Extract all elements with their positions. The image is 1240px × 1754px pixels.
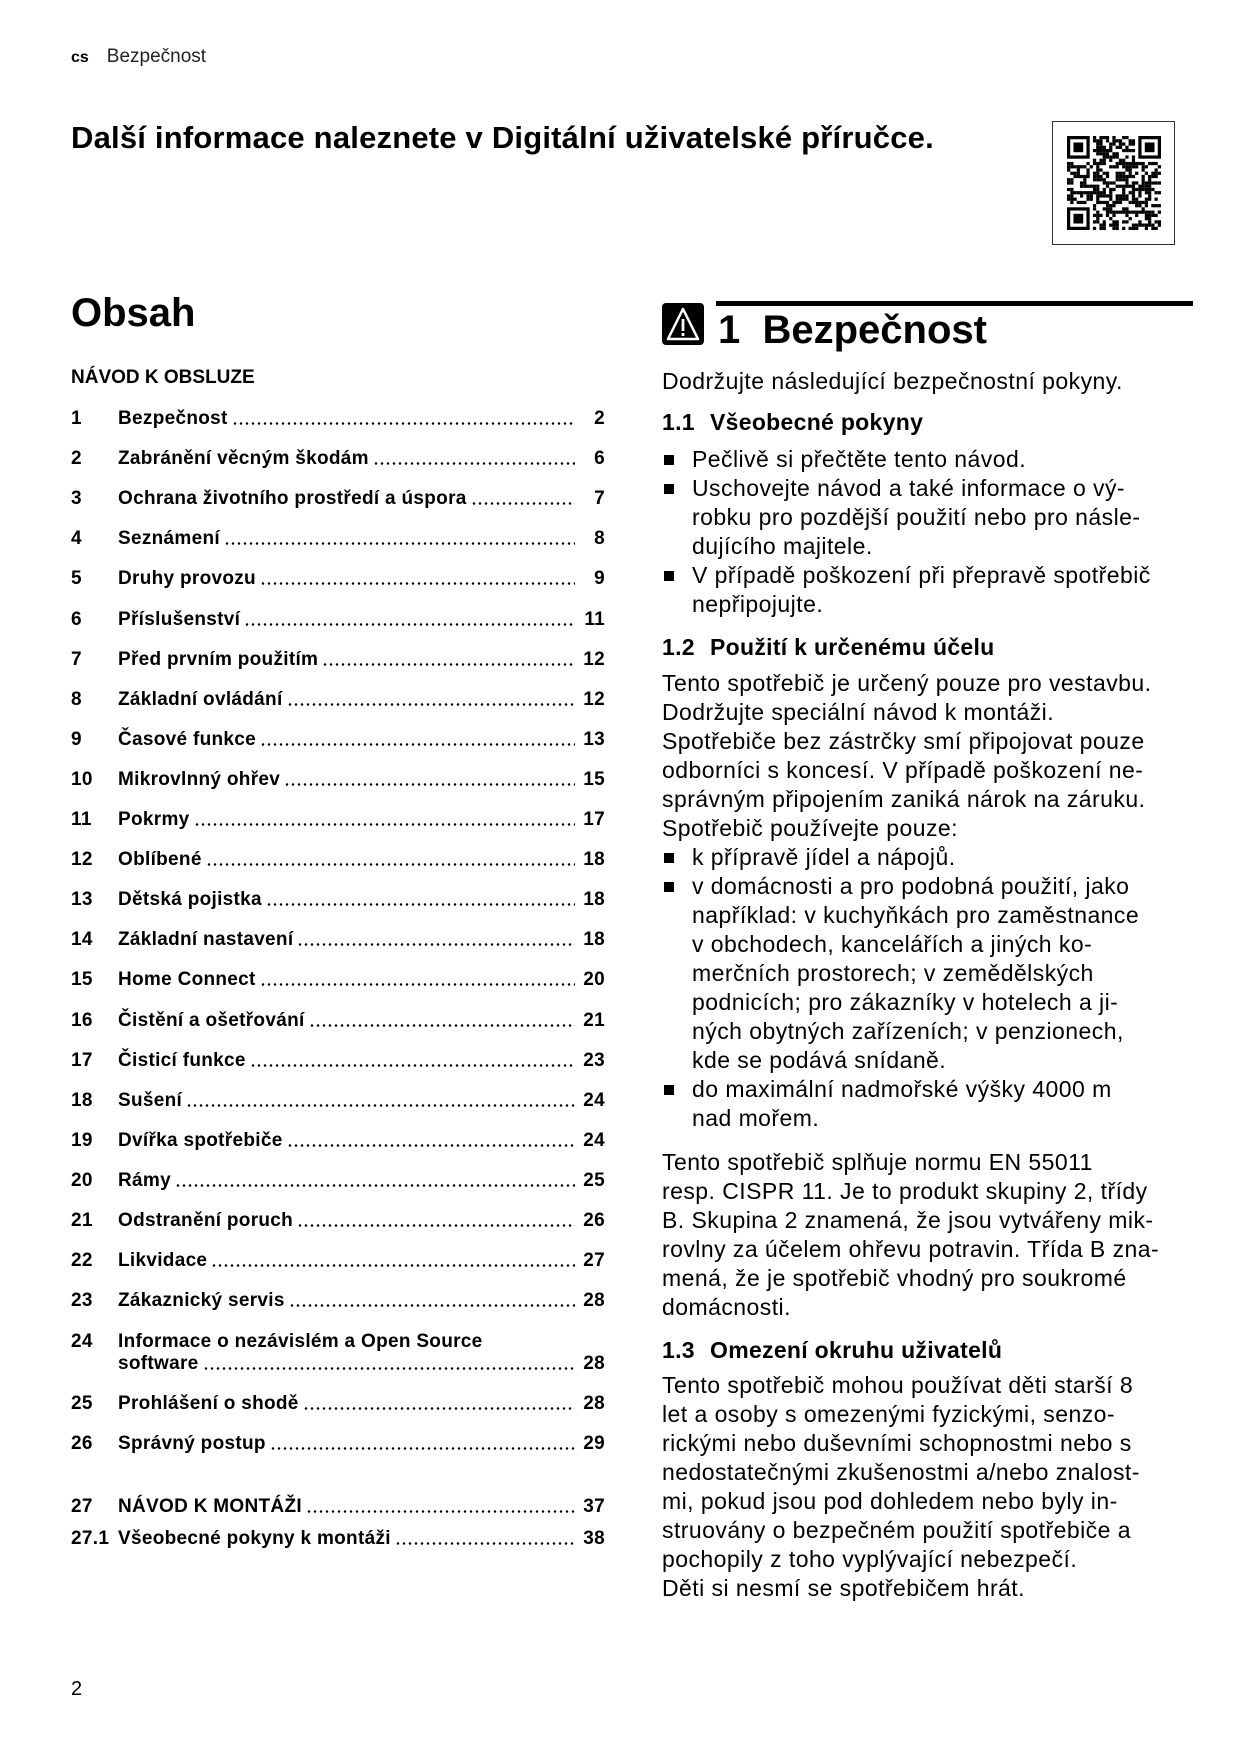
dot-leader (260, 743, 575, 746)
toc-item-number: 15 (71, 969, 93, 991)
text-line: Uschovejte návod a také informace o vý- (692, 475, 1126, 501)
toc-item-number: 26 (71, 1433, 93, 1454)
text-line: podnicích; pro zákazníky v hotelech a ji- (692, 989, 1119, 1015)
toc-item-title-line1: Informace o nezávislém a Open Source (118, 1331, 483, 1352)
qr-code-icon[interactable] (1052, 121, 1175, 245)
toc-item[interactable] (71, 446, 605, 470)
page-title: Další informace naleznete v Digitální uživatelské příručce. (71, 120, 934, 155)
dot-leader (206, 863, 575, 866)
toc-item-number: 5 (71, 568, 82, 590)
toc-item-number: 4 (71, 528, 82, 550)
text-line: V případě poškození při přepravě spotřebič (692, 562, 1151, 588)
toc-item[interactable] (71, 767, 605, 791)
dot-leader (303, 1407, 575, 1410)
toc-item-page: 24 (583, 1089, 605, 1111)
text-line: resp. CISPR 11. Je to produkt skupiny 2, třídy (662, 1178, 1148, 1204)
toc-item-title: Prohlášení o shodě (118, 1393, 299, 1414)
toc-item[interactable] (71, 1048, 605, 1072)
dot-leader (284, 783, 575, 786)
toc-item[interactable] (71, 1088, 605, 1112)
bullet-square-icon (664, 484, 674, 494)
dot-leader (270, 1447, 575, 1450)
toc-item-number: 12 (71, 849, 93, 871)
toc-item-number: 25 (71, 1393, 93, 1414)
bullet-item (662, 843, 1151, 872)
subsection-title: Použití k určenému účelu (710, 634, 995, 660)
toc-item-page: 12 (583, 648, 605, 670)
toc-item-title: NÁVOD K MONTÁŽI (118, 1496, 302, 1517)
toc-item-title: Likvidace (118, 1250, 208, 1272)
toc-item-title: Všeobecné pokyny k montáži (118, 1528, 391, 1549)
toc-item-number: 27.1 (71, 1528, 110, 1549)
text-line: k přípravě jídel a nápojů. (692, 844, 956, 870)
paragraph (662, 1371, 1140, 1603)
text-line: v obchodech, kancelářích a jiných ko- (692, 931, 1093, 957)
text-line: v domácnosti a pro podobná použití, jako (692, 873, 1130, 899)
section-intro: Dodržujte následující bezpečnostní pokyny. (662, 368, 1123, 394)
toc-item-title: Časové funkce (118, 728, 257, 750)
text-line: ných obytných zařízeních; v penzionech, (692, 1018, 1124, 1044)
toc-item[interactable] (71, 1248, 605, 1272)
page-number: 2 (71, 1678, 83, 1700)
text-line: B. Skupina 2 znamená, že jsou vytvářeny mik- (662, 1207, 1154, 1233)
toc-item-title: Příslušenství (118, 608, 241, 630)
dot-leader (373, 462, 575, 465)
toc-item-title: Dětská pojistka (118, 889, 262, 911)
subsection-heading-1-3 (662, 1336, 1002, 1365)
toc-item-number: 17 (71, 1049, 93, 1071)
bullet-square-icon (664, 882, 674, 892)
dot-leader (297, 1224, 575, 1227)
toc-item[interactable] (71, 1208, 605, 1232)
section-title: Bezpečnost (762, 308, 987, 352)
toc-item-title: Pokrmy (118, 809, 190, 830)
running-header (71, 46, 206, 68)
toc-item-number: 11 (71, 809, 92, 830)
toc-item-number: 6 (71, 608, 82, 630)
subsection-title: Všeobecné pokyny (710, 409, 924, 435)
language-code: cs (71, 49, 89, 66)
toc-item-number: 1 (71, 408, 82, 429)
warning-icon (662, 303, 704, 345)
toc-item-page: 12 (583, 688, 605, 710)
subsection-heading-1-2 (662, 633, 995, 662)
dot-leader (471, 502, 575, 505)
text-line: Spotřebiče bez zástrčky smí připojovat pouze (662, 728, 1145, 754)
toc-item-page: 2 (594, 408, 605, 429)
toc-item-number: 21 (71, 1210, 93, 1231)
toc-item-number: 9 (71, 728, 82, 750)
toc-item-number: 8 (71, 688, 82, 710)
dot-leader (244, 623, 575, 626)
dot-leader (211, 1264, 575, 1267)
toc-item-title: Seznámení (118, 528, 220, 550)
text-line: mi, pokud jsou pod dohledem nebo byly in- (662, 1488, 1118, 1514)
toc-item-page: 15 (583, 768, 605, 790)
dot-leader (287, 703, 575, 706)
text-line: merčních prostorech; v zemědělských (692, 960, 1094, 986)
text-line: dujícího majitele. (692, 533, 873, 559)
toc-item[interactable] (71, 1351, 605, 1375)
text-line: Děti si nesmí se spotřebičem hrát. (662, 1575, 1025, 1601)
toc-item-number: 20 (71, 1169, 93, 1191)
section-number: 1 (718, 308, 741, 352)
toc-item-page: 9 (594, 568, 605, 590)
text-line: nedostatečnými zkušenostmi a/nebo znalost- (662, 1459, 1140, 1485)
toc-item-title: Oblíbené (118, 849, 202, 871)
toc-item-title: Základní ovládání (118, 688, 283, 710)
section-heading (718, 308, 987, 353)
toc-item-page: 23 (583, 1049, 605, 1071)
toc-item-page: 18 (583, 929, 605, 951)
text-line: do maximální nadmořské výšky 4000 m (692, 1076, 1112, 1102)
bullet-item (662, 1075, 1151, 1133)
text-line: nad mořem. (692, 1105, 820, 1131)
toc-item-title: Odstranění poruch (118, 1210, 294, 1231)
toc-item[interactable] (71, 847, 605, 871)
toc-item-title: Zabránění věcným škodám (118, 448, 369, 470)
subsection-number: 1.3 (662, 1337, 695, 1363)
toc-item-number: 24 (71, 1331, 93, 1352)
bullet-item (662, 474, 1151, 561)
toc-item[interactable] (71, 1168, 605, 1192)
toc-item-page: 7 (594, 488, 605, 510)
toc-item-title: Mikrovlnný ohřev (118, 768, 281, 790)
text-line: rickými nebo duševními schopnostmi nebo s (662, 1430, 1132, 1456)
toc-item[interactable] (71, 406, 605, 430)
text-line: struovány o bezpečném použití spotřebiče a (662, 1517, 1131, 1543)
toc-item-page: 37 (583, 1496, 605, 1517)
toc-item[interactable] (71, 1391, 605, 1415)
dot-leader (250, 1064, 575, 1067)
toc-item-page: 28 (583, 1353, 605, 1374)
dot-leader (395, 1542, 575, 1545)
toc-subheading: NÁVOD K OBSLUZE (71, 367, 255, 388)
toc-item[interactable] (71, 887, 605, 911)
text-line: robku pro pozdější použití nebo pro násle- (692, 504, 1141, 530)
toc-heading: Obsah (71, 291, 196, 335)
toc-item-page: 28 (583, 1290, 605, 1312)
toc-item[interactable] (71, 647, 605, 671)
text-line: například: v kuchyňkách pro zaměstnance (692, 902, 1140, 928)
dot-leader (266, 903, 575, 906)
dot-leader (289, 1304, 575, 1307)
toc-item[interactable] (71, 566, 605, 590)
dot-leader (224, 542, 575, 545)
toc-item-title: Čistění a ošetřování (118, 1009, 305, 1031)
toc-item-page: 8 (594, 528, 605, 550)
text-line: Spotřebič používejte pouze: (662, 815, 958, 841)
text-line: pochopily z toho vyplývající nebezpečí. (662, 1546, 1078, 1572)
dot-leader (322, 663, 575, 666)
toc-item-number: 7 (71, 648, 82, 670)
toc-item-number: 22 (71, 1250, 93, 1272)
toc-item[interactable] (71, 1494, 605, 1518)
toc-item-page: 20 (583, 969, 605, 991)
text-line: Tento spotřebič splňuje normu EN 55011 (662, 1149, 1093, 1175)
text-line: Tento spotřebič mohou používat děti starší 8 (662, 1372, 1134, 1398)
bullet-square-icon (664, 1085, 674, 1095)
dot-leader (194, 823, 575, 826)
toc-item[interactable] (71, 1288, 605, 1312)
toc-item-page: 38 (583, 1528, 605, 1549)
toc-item-page: 6 (594, 448, 605, 470)
toc-item[interactable] (71, 1526, 605, 1550)
toc-item[interactable] (71, 526, 605, 550)
toc-item-title: Dvířka spotřebiče (118, 1129, 283, 1151)
toc-item-number: 18 (71, 1089, 93, 1111)
toc-item-title: software (118, 1353, 199, 1374)
dot-leader (309, 1024, 575, 1027)
toc-item-number: 16 (71, 1009, 93, 1031)
toc-item-page: 17 (583, 809, 605, 830)
toc-item[interactable] (71, 607, 605, 631)
toc-item-number: 10 (71, 768, 93, 790)
toc-item-title: Základní nastavení (118, 929, 294, 951)
toc-item-number: 3 (71, 488, 82, 510)
text-line: Pečlivě si přečtěte tento návod. (692, 446, 1027, 472)
toc-item[interactable] (71, 807, 605, 831)
toc-item-number: 14 (71, 929, 93, 951)
text-line: Tento spotřebič je určený pouze pro vestavbu. (662, 670, 1152, 696)
subsection-number: 1.1 (662, 409, 695, 435)
dot-leader (297, 943, 575, 946)
toc-item-title: Sušení (118, 1089, 183, 1111)
dot-leader (306, 1510, 575, 1513)
toc-item-number: 2 (71, 448, 82, 470)
toc-item-title: Home Connect (118, 969, 256, 991)
text-line: mená, že je spotřebič vhodný pro soukromé (662, 1265, 1127, 1291)
toc-item-page: 13 (583, 728, 605, 750)
toc-item[interactable] (71, 1008, 605, 1032)
header-section: Bezpečnost (106, 46, 207, 67)
paragraph (662, 669, 1151, 1133)
toc-item-page: 29 (583, 1433, 605, 1454)
toc-item-title: Zákaznický servis (118, 1290, 285, 1312)
toc-item-title: Ochrana životního prostředí a úspora (118, 488, 467, 510)
toc-item-page: 27 (583, 1250, 605, 1272)
text-line: nepřipojujte. (692, 591, 824, 617)
dot-leader (175, 1184, 575, 1187)
section-rule (716, 301, 1193, 306)
toc-item-title: Správný postup (118, 1433, 266, 1454)
toc-item-number: 23 (71, 1290, 93, 1312)
subsection-title: Omezení okruhu uživatelů (710, 1337, 1003, 1363)
bullet-item (662, 872, 1151, 1075)
toc-item-title: Čisticí funkce (118, 1049, 246, 1071)
toc-item-page: 28 (583, 1393, 605, 1414)
toc-item-title: Bezpečnost (118, 408, 228, 429)
text-line: domácnosti. (662, 1294, 791, 1320)
toc-item[interactable] (71, 486, 605, 510)
bullet-square-icon (664, 455, 674, 465)
bullet-item (662, 445, 1151, 474)
bullet-list (662, 445, 1151, 619)
toc-item[interactable] (71, 727, 605, 751)
toc-item[interactable] (71, 1431, 605, 1455)
toc-item-page: 21 (583, 1009, 605, 1031)
toc-item-page: 26 (583, 1210, 605, 1231)
dot-leader (287, 1144, 575, 1147)
dot-leader (232, 422, 575, 425)
toc-item[interactable] (71, 967, 605, 991)
dot-leader (186, 1104, 575, 1107)
toc-item-page: 25 (583, 1169, 605, 1191)
toc-item-page: 18 (583, 849, 605, 871)
bullet-square-icon (664, 853, 674, 863)
subsection-number: 1.2 (662, 634, 695, 660)
bullet-item (662, 561, 1151, 619)
bullet-list (662, 843, 1151, 1133)
dot-leader (260, 983, 575, 986)
text-line: kde se podává snídaně. (692, 1047, 947, 1073)
subsection-heading-1-1 (662, 408, 923, 437)
toc-item-number: 19 (71, 1129, 93, 1151)
toc-item-number: 27 (71, 1496, 93, 1517)
text-line: odborníci s koncesí. V případě poškození ne- (662, 757, 1144, 783)
toc-item[interactable] (71, 687, 605, 711)
paragraph (662, 1148, 1159, 1322)
dot-leader (260, 582, 575, 585)
toc-item-page: 24 (583, 1129, 605, 1151)
toc-item-number: 13 (71, 889, 93, 911)
toc-item-title: Rámy (118, 1169, 171, 1191)
toc-item-title: Před prvním použitím (118, 648, 319, 670)
bullet-square-icon (664, 571, 674, 581)
toc-item-page: 11 (584, 608, 605, 630)
text-line: Dodržujte speciální návod k montáži. (662, 699, 1055, 725)
dot-leader (203, 1367, 575, 1370)
text-line: správným připojením zaniká nárok na záruku. (662, 786, 1146, 812)
toc-item-page: 18 (583, 889, 605, 911)
toc-item[interactable] (71, 1128, 605, 1152)
text-line: rovlny za účelem ohřevu potravin. Třída B zna- (662, 1236, 1160, 1262)
toc-item[interactable] (71, 927, 605, 951)
toc-item-title: Druhy provozu (118, 568, 256, 590)
text-line: let a osoby s omezenými fyzickými, senzo- (662, 1401, 1116, 1427)
